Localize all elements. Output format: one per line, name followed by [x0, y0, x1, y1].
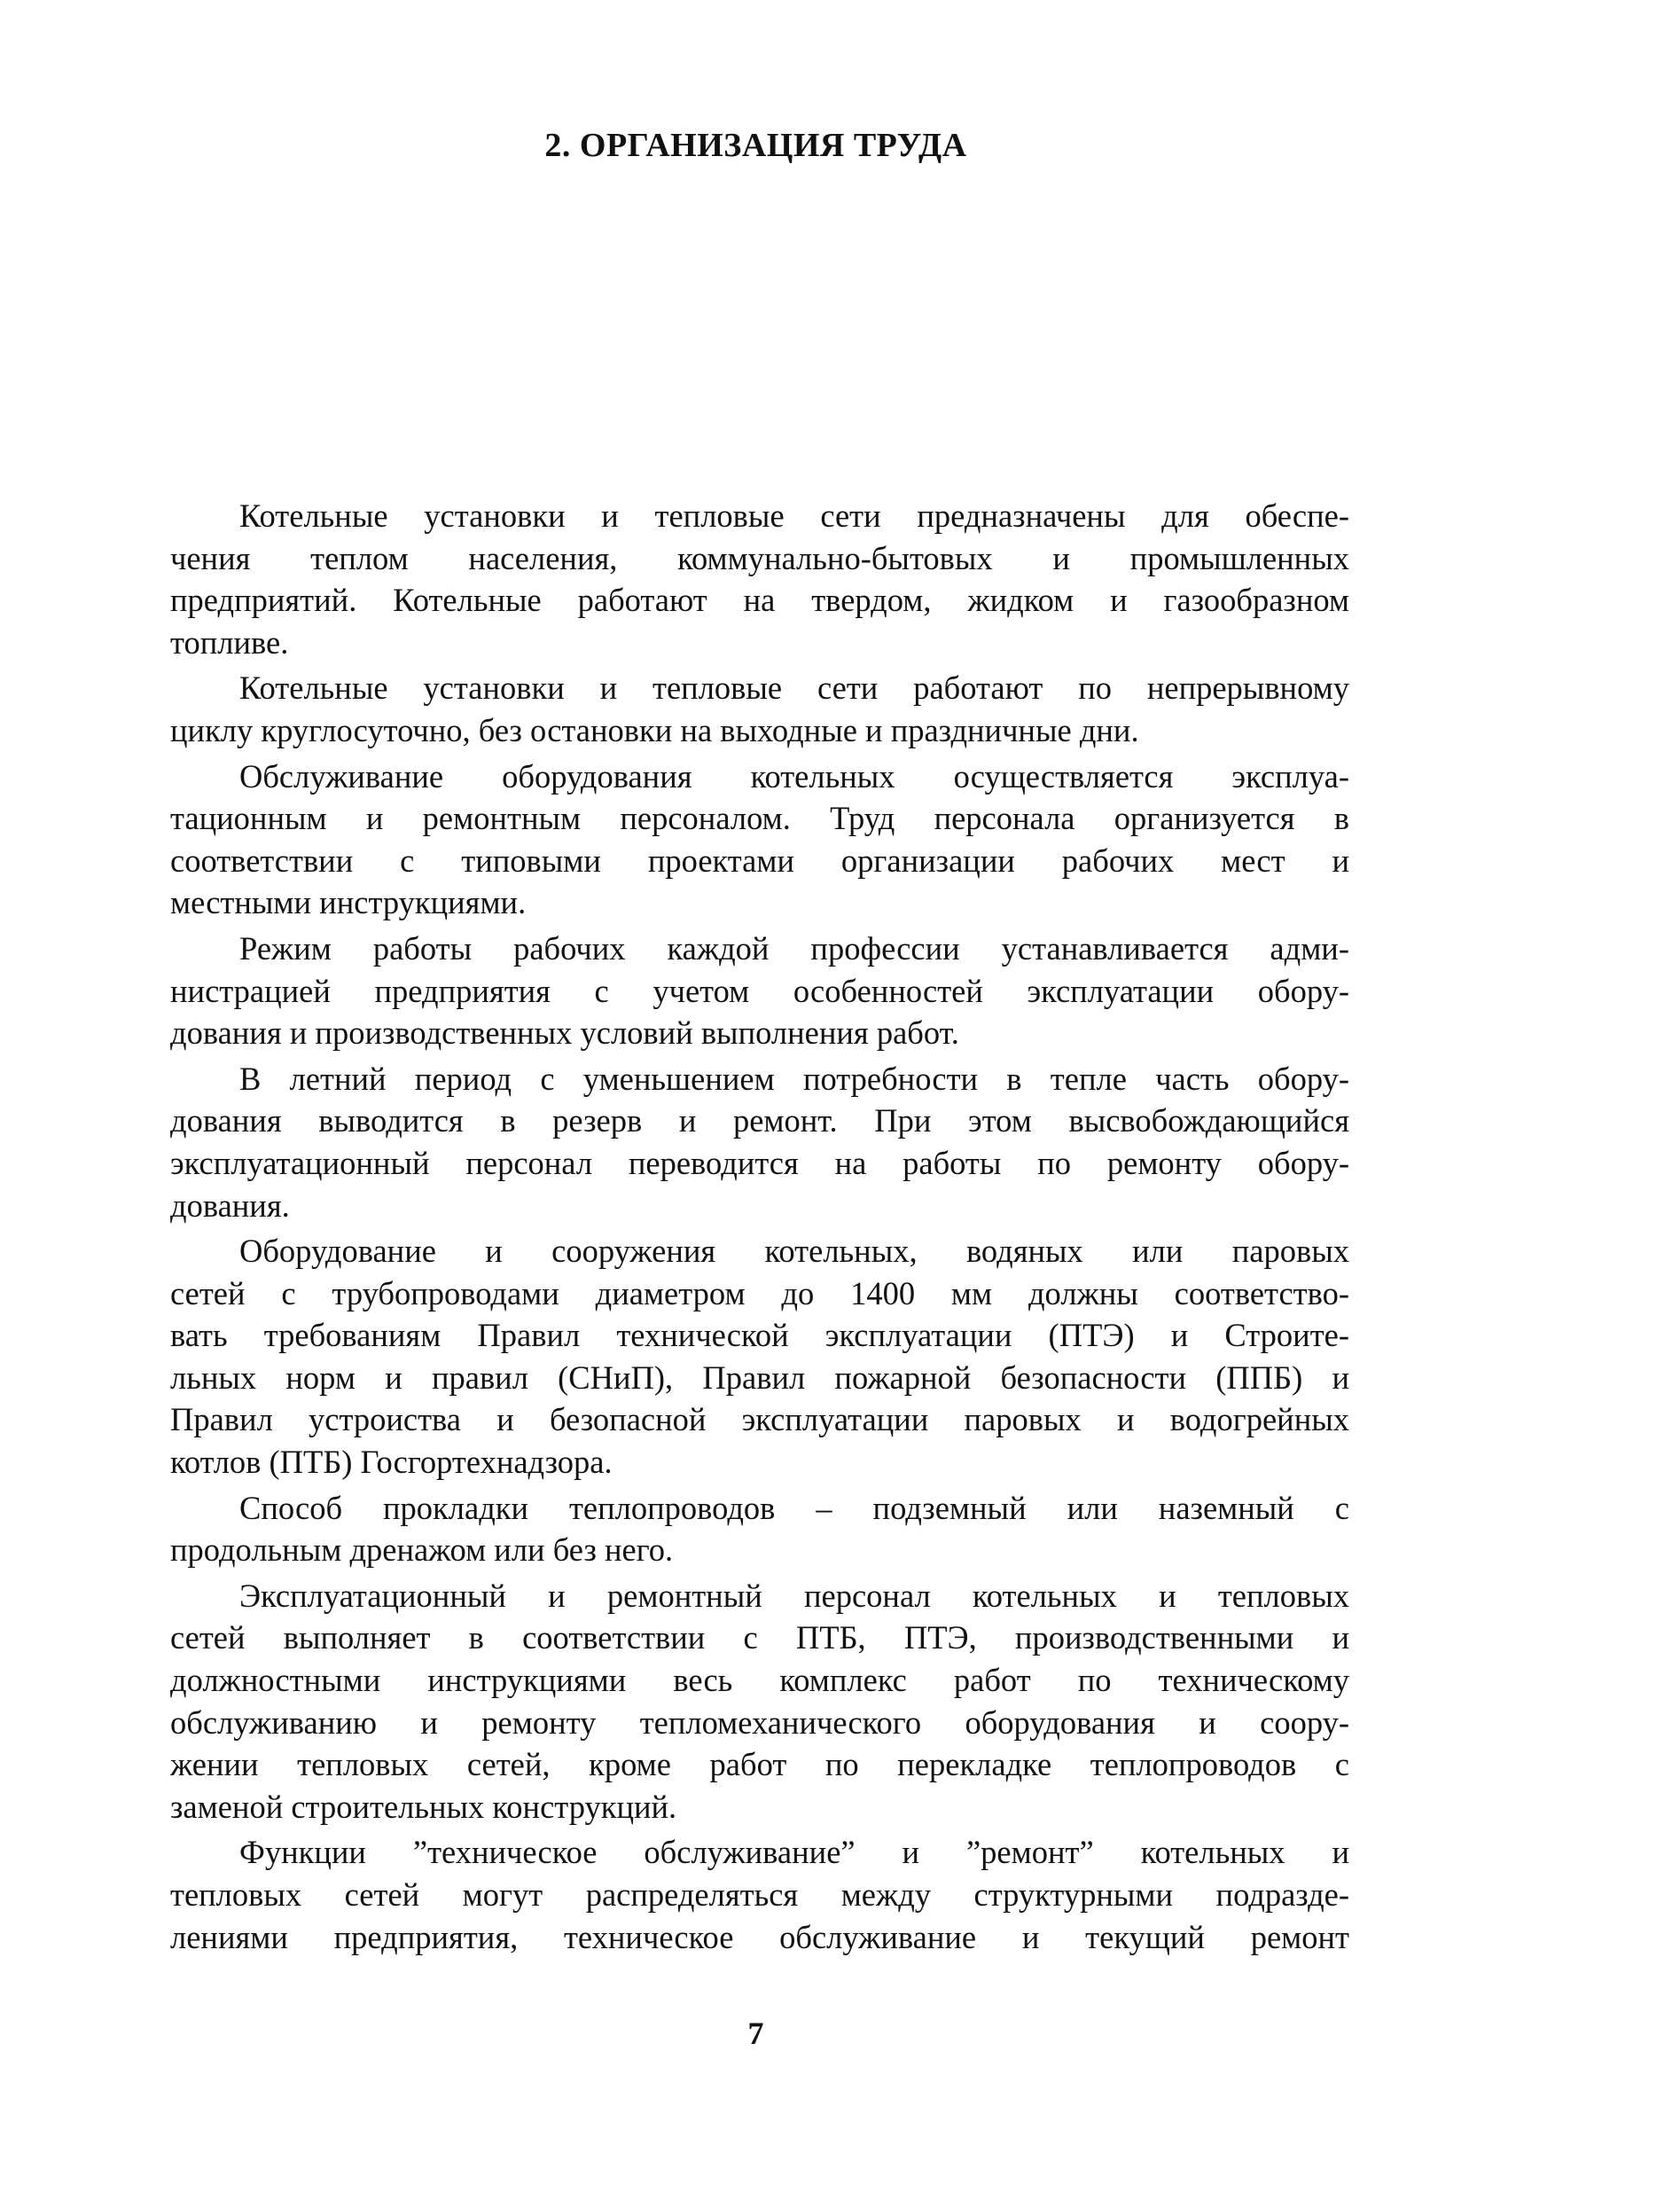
text-line: Способ прокладки теплопроводов – подземный или наземный с: [239, 1489, 1349, 1526]
paragraph: [170, 1230, 1349, 1484]
text-line: котлов (ПТБ) Госгортехнадзора.: [170, 1444, 613, 1481]
text-line: В летний период с уменьшением потребности в тепле часть обору-: [239, 1060, 1349, 1097]
paragraph: [170, 756, 1349, 924]
text-line: тепловых сетей могут распределяться между структурными подразде-: [170, 1876, 1349, 1913]
text-line: вать требованиям Правил технической эксплуатации (ПТЭ) и Строите-: [170, 1317, 1349, 1354]
text-line: Котельные установки и тепловые сети предназначены для обеспе-: [239, 497, 1349, 534]
text-line: продольным дренажом или без него.: [170, 1531, 674, 1569]
text-line: сетей с трубопроводами диаметром до 1400 мм должны соответство-: [170, 1274, 1349, 1311]
text-line: жении тепловых сетей, кроме работ по перекладке теплопроводов с: [170, 1746, 1349, 1783]
body-text: [170, 495, 1349, 1961]
paragraph: [170, 1487, 1349, 1571]
text-line: должностными инструкциями весь комплекс работ по техническому: [170, 1662, 1349, 1699]
text-line: циклу круглосуточно, без остановки на выходные и праздничные дни.: [170, 711, 1139, 748]
text-line: дования выводится в резерв и ремонт. При этом высвобождающийся: [170, 1102, 1349, 1139]
paragraph: [170, 495, 1349, 663]
text-line: сетей выполняет в соответствии с ПТБ, ПТЭ, производственными и: [170, 1619, 1349, 1656]
text-line: лениями предприятия, техническое обслуживание и текущий ремонт: [170, 1918, 1349, 1955]
text-line: льных норм и правил (СНиП), Правил пожарной безопасности (ППБ) и: [170, 1358, 1349, 1396]
text-line: соответствии с типовыми проектами организации рабочих мест и: [170, 842, 1349, 879]
text-line: Эксплуатационный и ремонтный персонал котельных и тепловых: [239, 1577, 1349, 1614]
text-line: Обслуживание оборудования котельных осуществляется эксплуа-: [239, 757, 1349, 795]
text-line: Функции ”техническое обслуживание” и ”ремонт” котельных и: [239, 1834, 1349, 1871]
text-line: эксплуатационный персонал переводится на работы по ремонту обору-: [170, 1144, 1349, 1181]
paragraph: [170, 1575, 1349, 1828]
text-line: обслуживанию и ремонту тепломеханического оборудования и соору-: [170, 1703, 1349, 1741]
text-line: местными инструкциями.: [170, 884, 527, 921]
text-line: заменой строительных конструкций.: [170, 1788, 677, 1825]
paragraph: [170, 1831, 1349, 1958]
text-line: нистрацией предприятия с учетом особенностей эксплуатации обору-: [170, 972, 1349, 1009]
text-line: дования.: [170, 1186, 290, 1224]
text-line: Правил устроиства и безопасной эксплуатации паровых и водогрейных: [170, 1401, 1349, 1438]
section-heading: 2. ОРГАНИЗАЦИЯ ТРУДА: [544, 127, 967, 164]
text-line: чения теплом населения, коммунально-бытовых и промышленных: [170, 539, 1349, 576]
text-line: топливе.: [170, 623, 289, 661]
text-line: Котельные установки и тепловые сети работают по непрерывному: [239, 669, 1349, 707]
page-number: 7: [747, 2016, 764, 2051]
text-line: дования и производственных условий выполнения работ.: [170, 1014, 959, 1052]
text-line: тационным и ремонтным персоналом. Труд персонала организуется в: [170, 800, 1349, 837]
paragraph: [170, 1058, 1349, 1226]
text-line: Оборудование и сооружения котельных, водяных или паровых: [239, 1233, 1349, 1270]
paragraph: [170, 667, 1349, 751]
text-line: Режим работы рабочих каждой профессии устанавливается адми-: [239, 929, 1349, 967]
text-line: предприятий. Котельные работают на твердом, жидком и газообразном: [170, 582, 1349, 619]
paragraph: [170, 928, 1349, 1054]
